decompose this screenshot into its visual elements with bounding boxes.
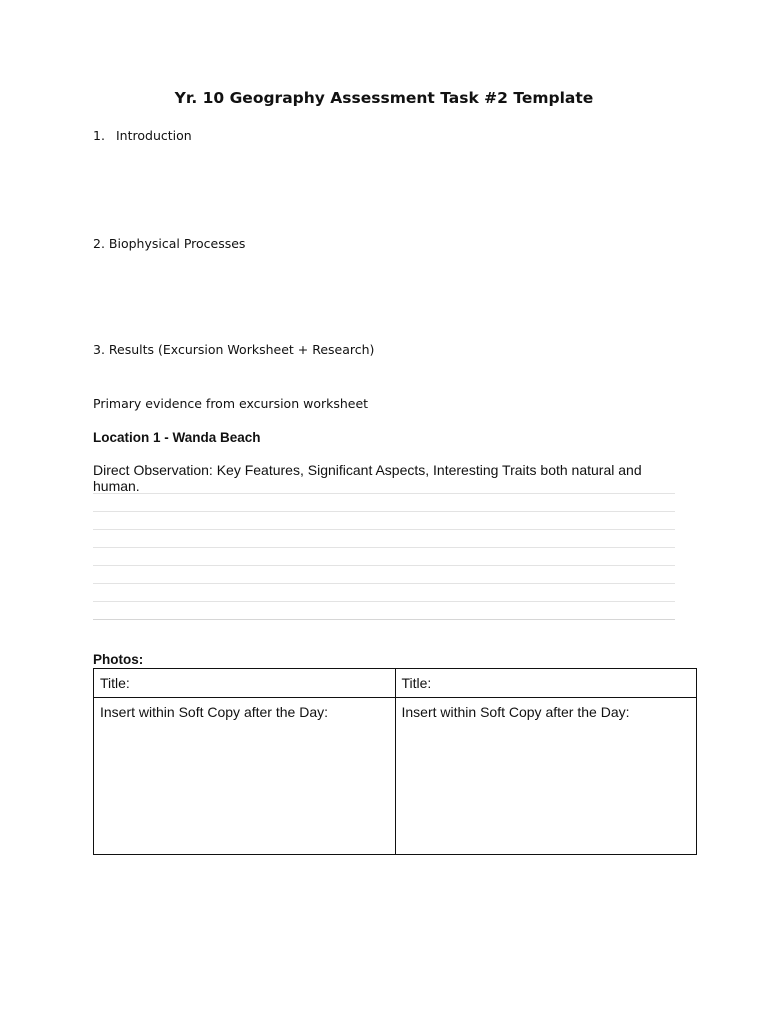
writing-lines bbox=[93, 493, 675, 620]
section-results: 3. Results (Excursion Worksheet + Research) bbox=[93, 342, 375, 357]
writing-line[interactable] bbox=[93, 529, 675, 547]
writing-line[interactable] bbox=[93, 511, 675, 529]
section-introduction bbox=[93, 128, 192, 144]
photos-title-row bbox=[94, 669, 697, 698]
photo-title-cell[interactable]: Title: bbox=[94, 669, 396, 698]
primary-evidence-label: Primary evidence from excursion worksheet bbox=[93, 396, 369, 411]
photos-heading: Photos: bbox=[93, 652, 144, 667]
writing-line[interactable] bbox=[93, 601, 675, 619]
photo-title-cell[interactable]: Title: bbox=[395, 669, 697, 698]
photo-insert-cell[interactable]: Insert within Soft Copy after the Day: bbox=[395, 698, 697, 855]
section-number: 1. bbox=[93, 128, 105, 143]
writing-line[interactable] bbox=[93, 547, 675, 565]
writing-line[interactable] bbox=[93, 619, 675, 620]
section-biophysical: 2. Biophysical Processes bbox=[93, 236, 246, 251]
photos-body-row bbox=[94, 698, 697, 855]
page-title: Yr. 10 Geography Assessment Task #2 Template bbox=[174, 89, 594, 107]
writing-line[interactable] bbox=[93, 583, 675, 601]
direct-observation-text: Direct Observation: Key Features, Significant Aspects, Interesting Traits both natural and human. bbox=[93, 462, 642, 494]
section-label: Introduction bbox=[116, 128, 192, 143]
photos-table bbox=[93, 668, 697, 855]
writing-line[interactable] bbox=[93, 493, 675, 511]
writing-line[interactable] bbox=[93, 565, 675, 583]
photo-insert-cell[interactable]: Insert within Soft Copy after the Day: bbox=[94, 698, 396, 855]
location-heading: Location 1 - Wanda Beach bbox=[93, 430, 261, 445]
